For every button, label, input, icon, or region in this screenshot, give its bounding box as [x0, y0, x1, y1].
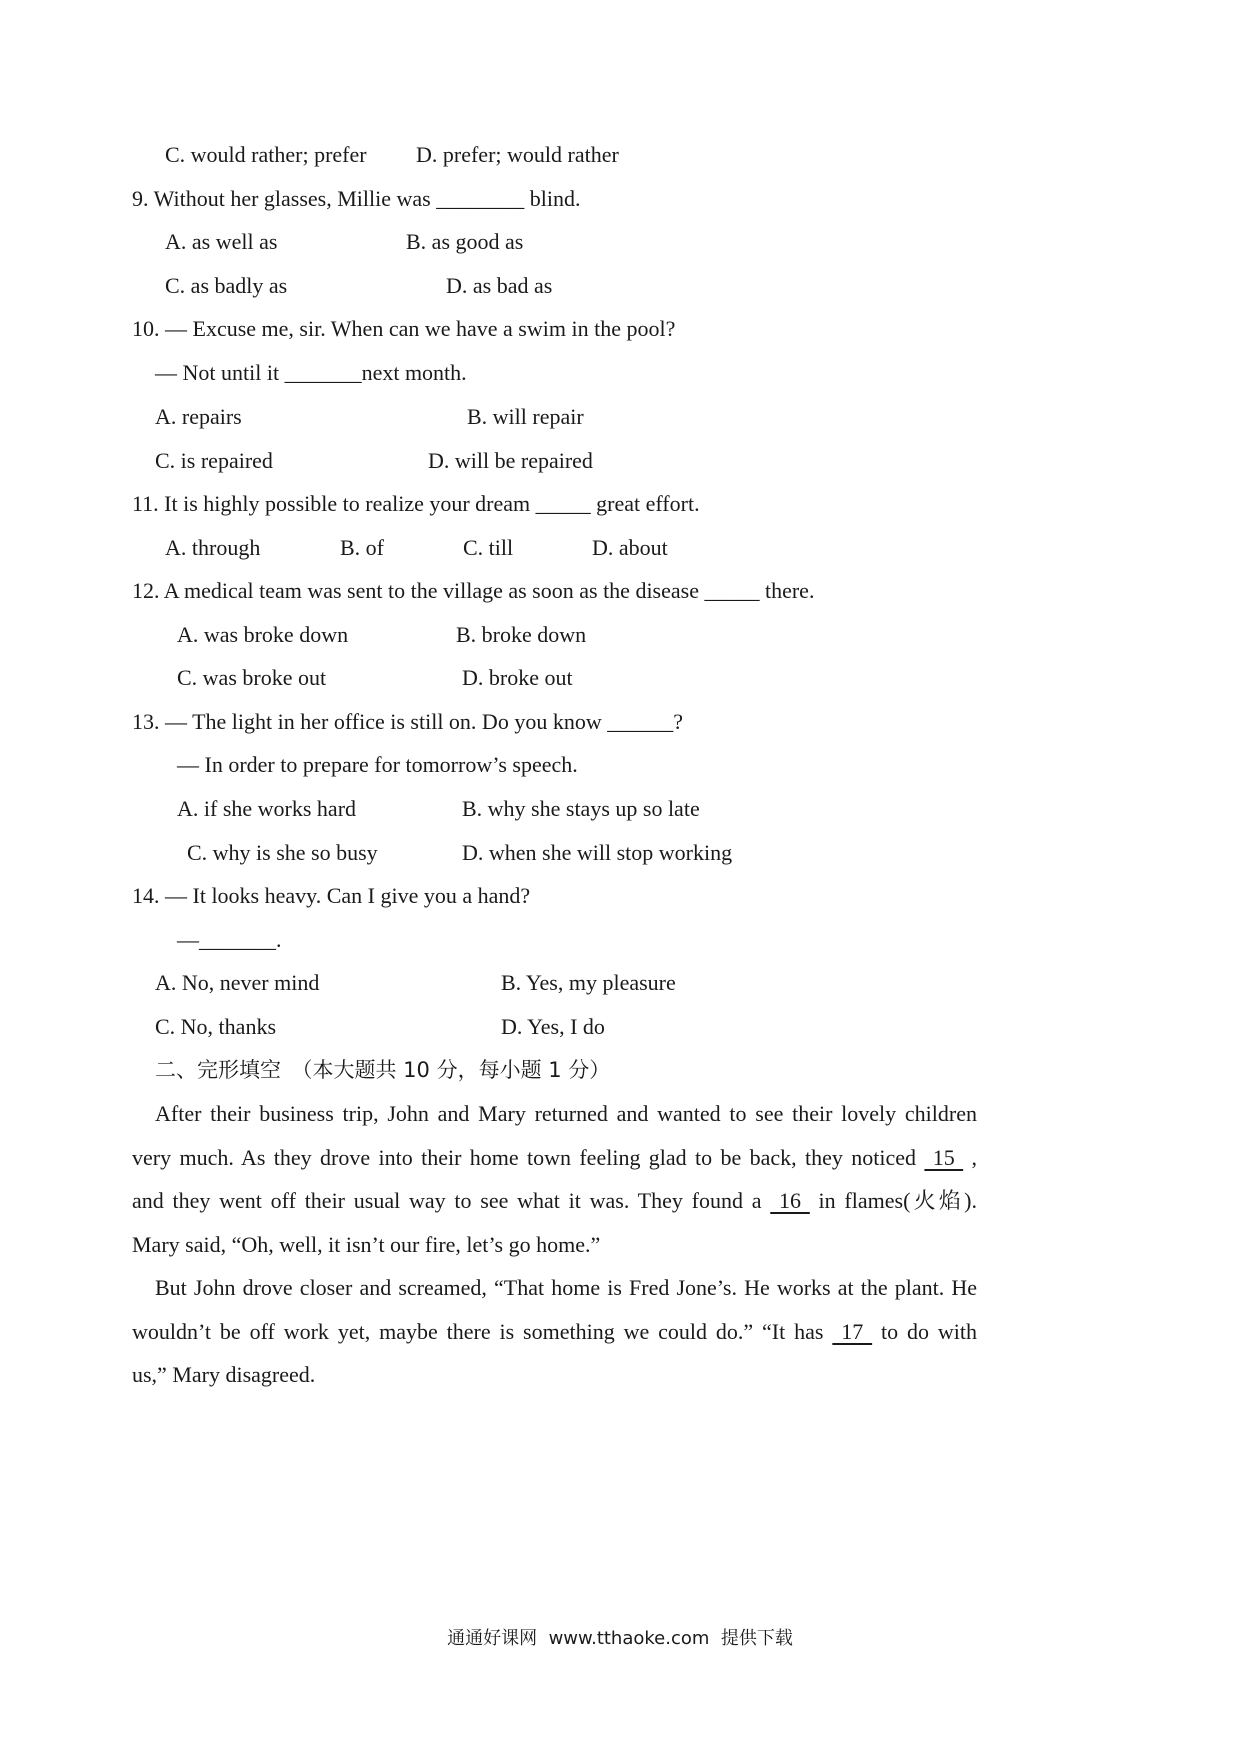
passage-text: to do with — [872, 1319, 978, 1344]
q13-stem: 13. — The light in her office is still on. Do you know ______? — [132, 709, 683, 734]
cloze-blank-17: 17 — [832, 1319, 873, 1344]
q9-option-d: D. as bad as — [446, 273, 553, 298]
q9-stem: 9. Without her glasses, Millie was ________ blind. — [132, 186, 581, 211]
passage-text: in flames(火焰). — [809, 1188, 977, 1213]
q10-reply-prefix: — Not until it — [155, 360, 285, 385]
passage-line — [132, 1186, 977, 1216]
cloze-blank-15: 15 — [924, 1145, 964, 1170]
q13-option-d: D. when she will stop working — [462, 840, 733, 865]
q10-stem: 10. — Excuse me, sir. When can we have a swim in the pool? — [132, 316, 676, 341]
q11-stem: 11. It is highly possible to realize your dream _____ great effort. — [132, 491, 700, 516]
passage-text: and they went off their usual way to see what it was. They found a — [132, 1188, 771, 1213]
q10-option-c: C. is repaired — [155, 448, 273, 473]
q12-option-b: B. broke down — [456, 622, 587, 647]
passage-text: very much. As they drove into their home town feeling glad to be back, they noticed — [132, 1145, 925, 1170]
passage-text: wouldn’t be off work yet, maybe there is something we could do.” “It has — [132, 1319, 833, 1344]
q14-option-b: B. Yes, my pleasure — [501, 970, 676, 995]
section-heading-cloze: 二、完形填空 （本大题共 10 分，每小题 1 分） — [155, 1058, 611, 1082]
cloze-blank-16: 16 — [770, 1188, 810, 1213]
q11-option-b: B. of — [340, 535, 384, 560]
q14-option-d: D. Yes, I do — [501, 1014, 605, 1039]
q14-reply: —_______. — [177, 927, 282, 952]
q10-reply — [155, 358, 467, 388]
q8-option-d: D. prefer; would rather — [416, 142, 619, 167]
q10-option-a: A. repairs — [155, 404, 242, 429]
passage-line: us,” Mary disagreed. — [132, 1362, 316, 1387]
passage-line — [132, 1143, 977, 1173]
q10-option-d: D. will be repaired — [428, 448, 593, 473]
passage-text: , — [963, 1145, 978, 1170]
q11-option-a: A. through — [165, 535, 261, 560]
q14-stem: 14. — It looks heavy. Can I give you a hand? — [132, 883, 531, 908]
q10-answer-blank: _______ — [284, 360, 362, 385]
q13-option-b: B. why she stays up so late — [462, 796, 700, 821]
q8-option-c: C. would rather; prefer — [165, 142, 367, 167]
q9-option-c: C. as badly as — [165, 273, 288, 298]
q11-option-d: D. about — [592, 535, 668, 560]
page-footer: 通通好课网 www.tthaoke.com 提供下载 — [447, 1628, 793, 1649]
q14-option-a: A. No, never mind — [155, 970, 320, 995]
passage-line — [132, 1317, 977, 1347]
passage-line: But John drove closer and screamed, “That home is Fred Jone’s. He works at the plant. He — [155, 1275, 977, 1300]
q12-stem: 12. A medical team was sent to the village as soon as the disease _____ there. — [132, 578, 815, 603]
q13-reply: — In order to prepare for tomorrow’s speech. — [177, 752, 578, 777]
q12-option-a: A. was broke down — [177, 622, 349, 647]
q9-option-a: A. as well as — [165, 229, 278, 254]
q10-reply-suffix: next month. — [361, 360, 467, 385]
q11-option-c: C. till — [463, 535, 514, 560]
q14-option-c: C. No, thanks — [155, 1014, 276, 1039]
q13-option-a: A. if she works hard — [177, 796, 357, 821]
q9-option-b: B. as good as — [406, 229, 524, 254]
q10-option-b: B. will repair — [467, 404, 584, 429]
q12-option-c: C. was broke out — [177, 665, 327, 690]
passage-line: After their business trip, John and Mary returned and wanted to see their lovely children — [155, 1101, 977, 1126]
q12-option-d: D. broke out — [462, 665, 573, 690]
passage-line: Mary said, “Oh, well, it isn’t our fire, let’s go home.” — [132, 1232, 601, 1257]
q13-option-c: C. why is she so busy — [187, 840, 378, 865]
